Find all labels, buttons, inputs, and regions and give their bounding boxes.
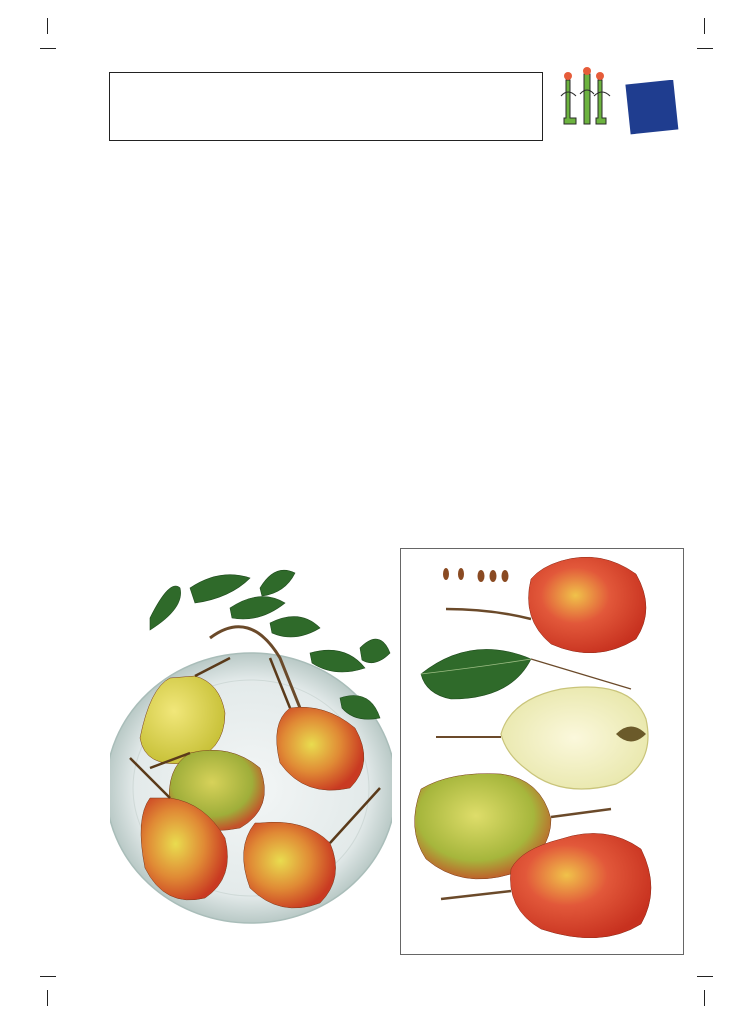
pear-anatomy-illustration — [401, 549, 683, 954]
title-box — [109, 72, 543, 141]
pear-seeds — [443, 568, 509, 582]
measurement-ruler — [664, 549, 684, 954]
crop-mark — [40, 976, 56, 977]
arche-noah-logo — [556, 66, 618, 146]
noe-logo — [624, 80, 680, 136]
crop-mark — [47, 18, 48, 34]
pear-anatomy-photo — [400, 548, 684, 955]
pears-plate-illustration — [110, 548, 392, 957]
n-logo-icon — [624, 80, 680, 136]
crop-mark — [40, 48, 56, 49]
pears-on-plate-photo — [110, 548, 392, 957]
crop-mark — [704, 990, 705, 1006]
crop-mark — [697, 976, 713, 977]
crop-mark — [704, 18, 705, 34]
arche-noah-icon — [556, 66, 618, 132]
crop-mark — [47, 990, 48, 1006]
crop-mark — [697, 48, 713, 49]
